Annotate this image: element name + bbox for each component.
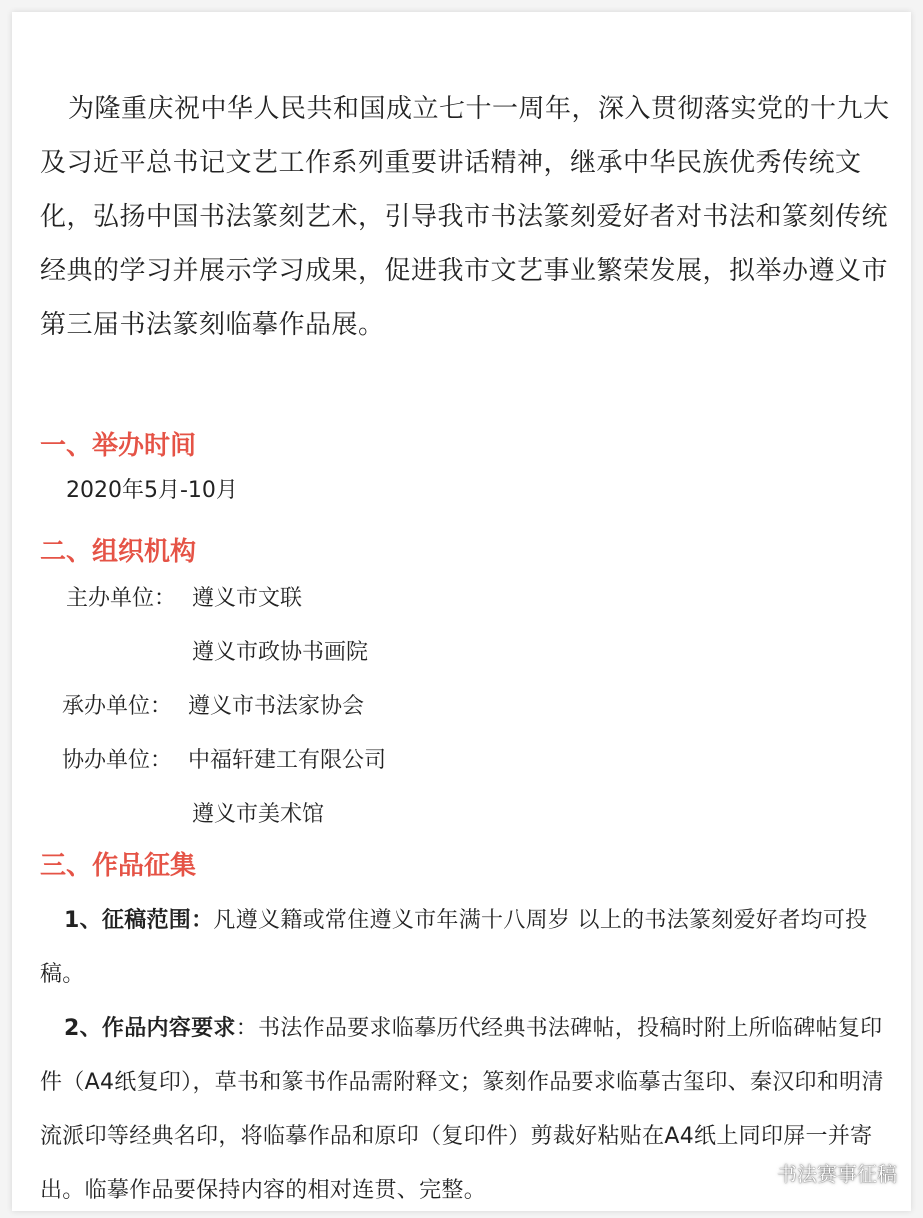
watermark-text: 书法赛事征稿	[777, 1162, 897, 1186]
organizer-row	[62, 690, 364, 724]
works-item-1-title: 1、征稿范围：	[64, 908, 214, 933]
co-organizer-value-2: 遵义市美术馆	[192, 802, 325, 827]
works-item-2-text: ：书法作品要求临摹历代经典书法碑帖，投稿时附上所临碑帖复印件（A4纸复印），草书和篆书作品需附释文；篆刻作品要求临摹古玺印、秦汉印和明清流派印等经典名印，将临摹作品和原印（复印件）剪裁好粘贴在A4纸上同印屏一并寄出。临摹作品要保持内容的相对连贯、完整。	[40, 1016, 884, 1203]
watermark	[739, 1158, 897, 1187]
host-value-2: 遵义市政协书画院	[192, 640, 369, 665]
works-item-1	[40, 894, 894, 1002]
section-heading-time: 一、举办时间	[40, 431, 197, 461]
organizer-label: 承办单位：	[62, 694, 173, 719]
article-page	[12, 12, 911, 1211]
host-label: 主办单位：	[66, 586, 177, 611]
co-organizer-value-1: 中福轩建工有限公司	[188, 748, 387, 773]
host-row	[66, 582, 302, 616]
wechat-icon	[739, 1161, 769, 1185]
host-value-1: 遵义市文联	[192, 586, 303, 611]
works-item-2-title: 2、作品内容要求	[64, 1016, 236, 1041]
co-organizer-row	[62, 744, 386, 778]
co-organizer-label: 协办单位：	[62, 748, 173, 773]
works-item-1-text: 凡遵义籍或常住遵义市年满十八周岁 以上的书法篆刻爱好者均可投稿。	[40, 908, 868, 987]
intro-paragraph: 为隆重庆祝中华人民共和国成立七十一周年，深入贯彻落实党的十九大及习近平总书记文艺工作系列重要讲话精神，继承中华民族优秀传统文化，弘扬中国书法篆刻艺术，引导我市书法篆刻爱好者对书法和篆刻传统经典的学习并展示学习成果，促进我市文艺事业繁荣发展，拟举办遵义市第三届书法篆刻临摹作品展。	[40, 94, 890, 340]
time-value: 2020年5月-10月	[66, 478, 238, 503]
section-heading-works: 三、作品征集	[40, 851, 197, 881]
organizer-value: 遵义市书法家协会	[188, 694, 365, 719]
section-heading-org: 二、组织机构	[40, 537, 197, 567]
